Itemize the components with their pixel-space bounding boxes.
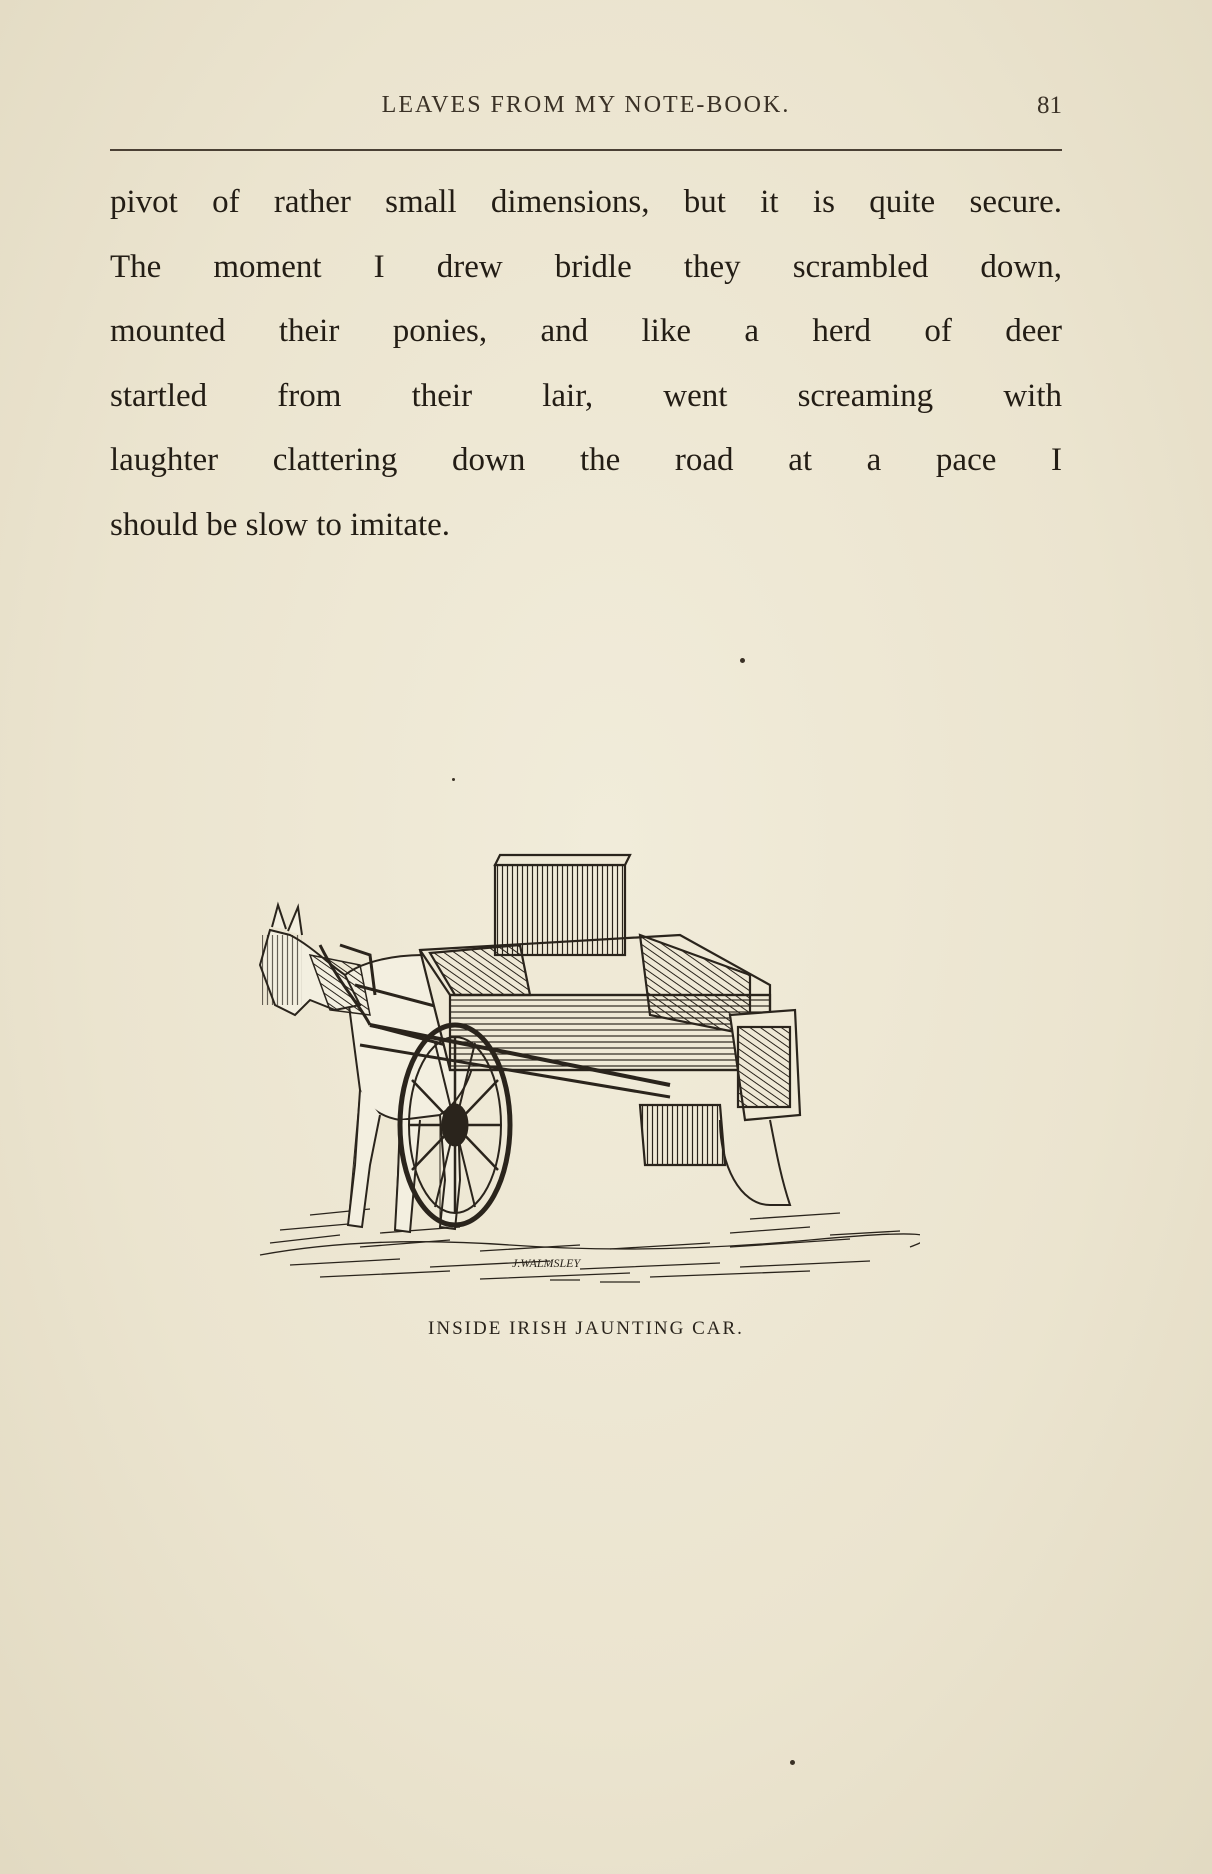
- wheel: [400, 1025, 510, 1225]
- text-line: The moment I drew bridle they scrambled down,: [110, 248, 1062, 285]
- paper-speck: [452, 778, 455, 781]
- paper-speck: [790, 1760, 795, 1765]
- jaunting-car-engraving: [250, 835, 920, 1295]
- engraver-signature: J.WALMSLEY: [512, 1256, 581, 1270]
- figure-caption: INSIDE IRISH JAUNTING CAR.: [428, 1318, 744, 1339]
- header-rule: [110, 149, 1062, 151]
- running-head: [110, 92, 1062, 132]
- text-line: pivot of rather small dimensions, but it is quite secure.: [110, 184, 1062, 220]
- text-line: laughter clattering down the road at a pace I: [110, 442, 1062, 478]
- body-paragraph: [110, 170, 1062, 557]
- text-line: startled from their lair, went screaming with: [110, 377, 1062, 414]
- page-number: 81: [1037, 92, 1062, 119]
- paper-speck: [740, 658, 745, 663]
- text-line: mounted their ponies, and like a herd of deer: [110, 313, 1062, 349]
- running-title: LEAVES FROM MY NOTE-BOOK.: [381, 92, 791, 118]
- text-line: should be slow to imitate.: [110, 506, 451, 543]
